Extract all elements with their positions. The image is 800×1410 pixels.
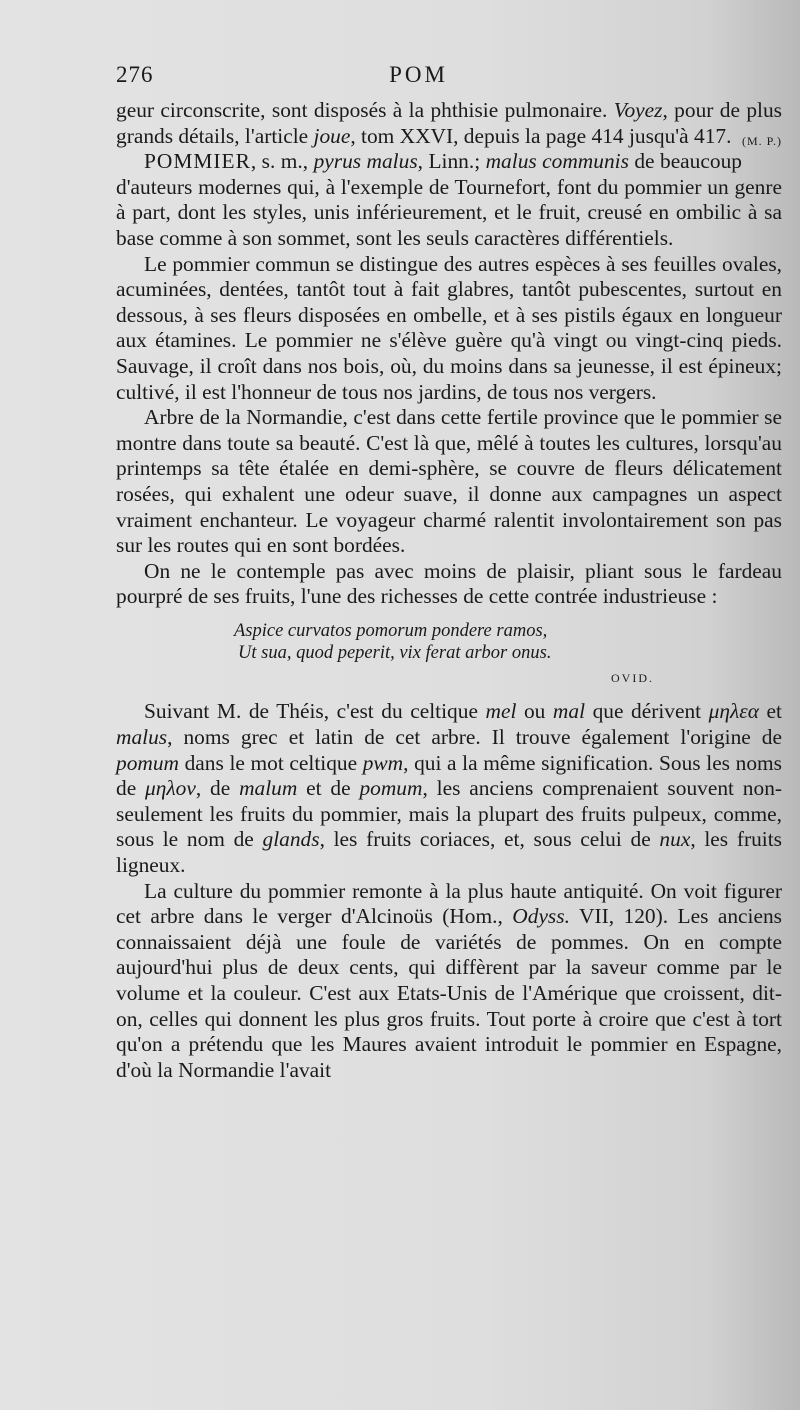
paragraph-5: On ne le contemple pas avec moins de plaisir, pliant sous le fardeau pourpré de ses fruits, l'une des richesses de cette contrée industrieuse :	[116, 558, 782, 609]
p6-italic-glands: glands	[262, 827, 320, 852]
latin-verse	[234, 620, 782, 664]
p6-italic-greek-2: μηλον	[145, 776, 196, 801]
p6-italic-mal: mal	[552, 699, 586, 724]
p6-text-1: Suivant M. de Théis, c'est du celtique	[144, 699, 478, 724]
p6-italic-malus: malus	[116, 725, 168, 750]
p6-italic-nux: nux	[659, 827, 691, 852]
p6-italic-greek-1: μηλεα	[708, 699, 759, 724]
p1-italic-voyez: Voyez	[613, 98, 663, 122]
p1-text-1: geur circonscrite, sont disposés à la phthisie pulmonaire.	[116, 98, 608, 122]
p6-text-11: , les fruits coriaces, et, sous celui de	[319, 827, 651, 852]
p6-italic-pomum-2: pomum	[359, 776, 423, 801]
p6-italic-mel: mel	[485, 699, 517, 724]
p6-text-12: , les fruits ligneux.	[116, 827, 782, 878]
p6-text-4: et	[766, 699, 782, 724]
author-signature: (M. P.)	[741, 133, 782, 148]
p6-italic-pomum: pomum	[116, 750, 179, 775]
running-head	[116, 62, 782, 98]
verse-author: OVID.	[611, 670, 654, 685]
p6-text-3: que dérivent	[592, 699, 702, 724]
p7-italic-odyss: Odyss.	[512, 904, 570, 929]
p7-text-1: La culture du pommier remonte à la plus haute antiquité. On voit figurer cet arbre dans le verger d'Alcinoüs (Hom.,	[116, 878, 782, 929]
entry-headword: POMMIER	[144, 149, 251, 174]
page-number: 276	[116, 62, 154, 87]
verse-line-1: Aspice curvatos pomorum pondere ramos,	[234, 620, 548, 641]
p2-italic-pyrus-malus: pyrus malus	[313, 149, 418, 174]
paragraph-6	[116, 699, 782, 878]
p7-text-2: VII, 120). Les anciens connaissaient déjà une foule de variétés de pommes. On en compte aujourd'hui plus de deux cents, qui diffèrent par la saveur comme par le volume et la couleur. C'est aux Etats-Unis de l'Amérique que croissent, dit-on, celles qui donnent les plus gros fruits. Tout porte à croire que c'est à tort qu'on a prétendu que les Maures avaient introduit le pommier en Espagne, d'où la Normandie l'avait	[116, 904, 782, 1082]
text-column	[116, 62, 782, 1083]
verse-line-2: Ut sua, quod peperit, vix ferat arbor onus.	[238, 642, 552, 663]
p2-text-1: , s. m.,	[250, 149, 309, 174]
paragraph-3: Le pommier commun se distingue des autres espèces à ses feuilles ovales, acuminées, dentées, tantôt tout à fait glabres, tantôt pubescentes, surtout en dessous, à ses fleurs disposées en ombelle, et à ses pistils égaux en longueur aux étamines. Le pommier ne s'élève guère qu'à vingt ou vingt-cinq pieds. Sauvage, il croît dans nos bois, où, du moins dans sa jeunesse, il est épineux; cultivé, il est l'honneur de tous nos jardins, de tous nos vergers.	[116, 251, 782, 404]
paragraph-7	[116, 879, 782, 1084]
p6-text-8: , de	[195, 776, 231, 801]
paragraph-1	[116, 98, 782, 149]
p1-text-3: , tom XXVI, depuis la page 414 jusqu'à 417.	[350, 123, 732, 148]
p2-text-2: , Linn.;	[417, 149, 481, 174]
paragraph-4: Arbre de la Normandie, c'est dans cette fertile province que le pommier se montre dans toute sa beauté. C'est là que, mêlé à toutes les cultures, lorsqu'au printemps sa tête étalée en demi-sphère, se couvre de fleurs délicatement rosées, qui exhalent une odeur suave, il donne aux campagnes un aspect vraiment enchanteur. Le voyageur charmé ralentit involontairement son pas sur les routes qui en sont bordées.	[116, 405, 782, 558]
p6-text-7: , qui a la même signification. Sous les noms de	[116, 750, 782, 801]
p1-text-2: , pour de plus grands détails, l'article	[116, 98, 782, 148]
p6-italic-pwm: pwm	[362, 750, 404, 775]
p2-text-3: de beaucoup d'auteurs modernes qui, à l'exemple de Tournefort, font du pommier un genre à part, dont les styles, unis inférieurement, et le fruit, creusé en ombilic à sa base comme à son sommet, sont les seuls caractères différentiels.	[116, 149, 782, 250]
p1-italic-joue: joue	[313, 123, 351, 148]
p6-text-10: , les anciens comprenaient souvent non-seulement les fruits du pommier, mais la plupart des fruits pulpeux, comme, sous le nom de	[116, 776, 783, 852]
p6-text-5: , noms grec et latin de cet arbre. Il trouve également l'origine de	[167, 725, 782, 750]
p6-text-6: dans le mot celtique	[184, 750, 358, 775]
p6-italic-malum: malum	[239, 776, 298, 801]
p6-text-9: et de	[306, 776, 351, 801]
paragraph-2-entry	[116, 149, 782, 251]
p2-italic-malus-communis: malus communis	[485, 149, 629, 174]
running-head-word: POM	[389, 62, 448, 87]
p6-text-2: ou	[523, 699, 546, 724]
